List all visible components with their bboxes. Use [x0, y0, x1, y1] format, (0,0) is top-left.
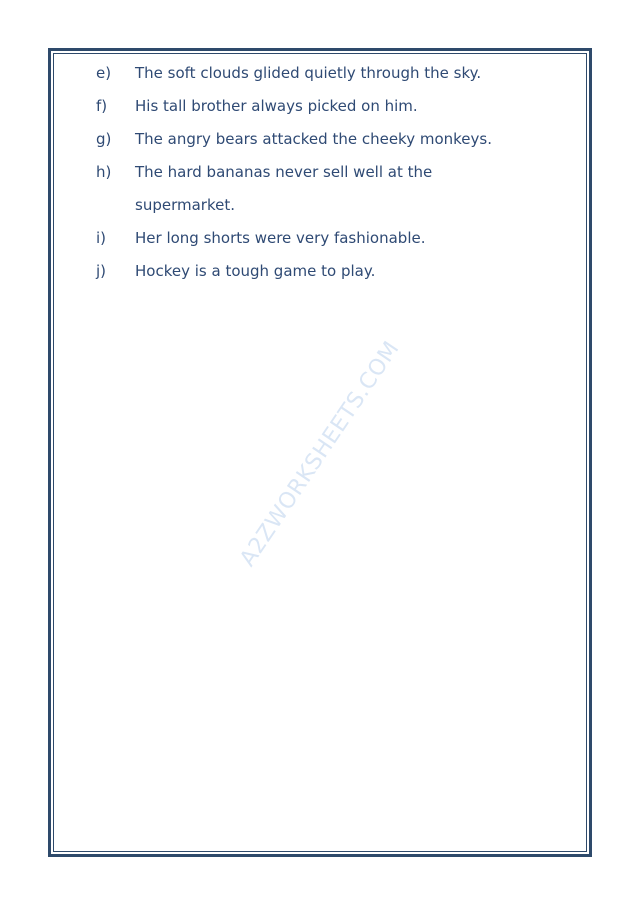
list-item [96, 156, 556, 222]
item-marker: j) [96, 262, 107, 280]
item-text: The soft clouds glided quietly through the sky. [135, 64, 482, 82]
item-text: Her long shorts were very fashionable. [135, 229, 426, 247]
item-text: His tall brother always picked on him. [135, 97, 418, 115]
sentence-list [96, 57, 556, 288]
list-item [96, 90, 556, 123]
item-text: Hockey is a tough game to play. [135, 262, 376, 280]
item-marker: h) [96, 163, 112, 181]
watermark: A2ZWORKSHEETS.COM [235, 336, 405, 572]
item-marker: i) [96, 229, 107, 247]
item-text: The hard bananas never sell well at the supermarket. [135, 163, 433, 214]
item-text: The angry bears attacked the cheeky monkeys. [135, 130, 492, 148]
list-item [96, 255, 556, 288]
item-marker: f) [96, 97, 108, 115]
list-item [96, 123, 556, 156]
item-marker: e) [96, 64, 112, 82]
list-item [96, 222, 556, 255]
item-marker: g) [96, 130, 112, 148]
list-item [96, 57, 556, 90]
